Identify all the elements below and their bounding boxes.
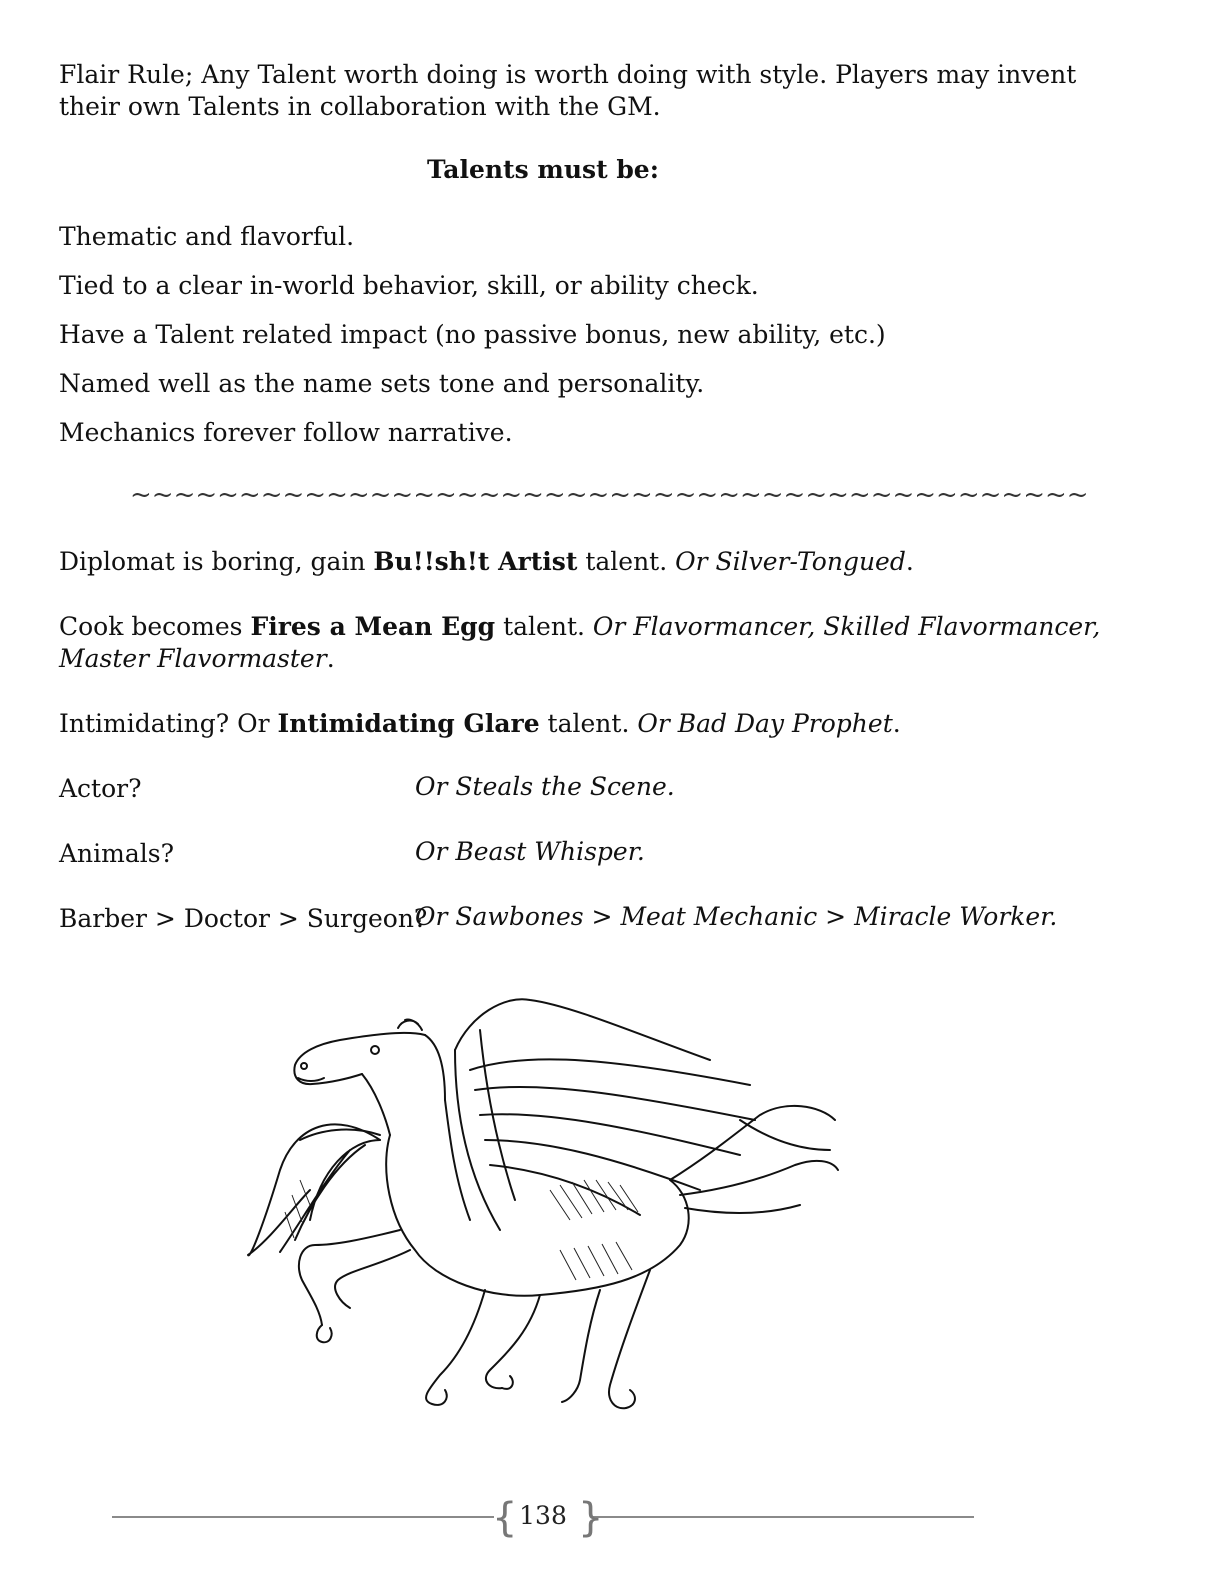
requirement-item: Named well as the name sets tone and personality. <box>59 369 705 398</box>
example-text: talent. <box>495 612 593 641</box>
example-text: talent. <box>539 709 638 738</box>
punctuation: . <box>326 644 335 673</box>
tilde-divider: ~~~~~~~~~~~~~~~~~~~~~~~~~~~~~~~~~~~~~~~~~~~~ <box>130 480 1089 510</box>
row-alt-barber: Or Sawbones > Meat Mechanic > Miracle Worker. <box>415 902 1058 931</box>
row-label-actor: Actor? <box>59 774 142 803</box>
requirement-item: Have a Talent related impact (no passive bonus, new ability, etc.) <box>59 320 886 349</box>
row-label-barber: Barber > Doctor > Surgeon? <box>59 904 428 933</box>
example-text: talent. <box>577 547 676 576</box>
right-brace-icon: } <box>578 1495 604 1541</box>
example-diplomat <box>59 545 914 578</box>
section-heading: Talents must be: <box>427 155 659 184</box>
alternative-name: Master Flavormaster <box>59 644 327 673</box>
talent-name: Bu!!sh!t Artist <box>373 547 578 576</box>
alternative-name: Or Silver-Tongued <box>675 547 906 576</box>
example-text: Diplomat is boring, gain <box>59 547 374 576</box>
row-alt-animals: Or Beast Whisper. <box>415 837 645 866</box>
footer-rule-left <box>112 1516 494 1518</box>
punctuation: . <box>905 547 914 576</box>
page-number: 138 <box>519 1501 567 1530</box>
left-brace-icon: { <box>492 1495 518 1541</box>
alternative-name: Or Flavormancer, Skilled Flavormancer, <box>592 612 1101 641</box>
intro-line-1: Flair Rule; Any Talent worth doing is worth doing with style. Players may invent <box>59 60 1077 89</box>
requirement-item: Mechanics forever follow narrative. <box>59 418 513 447</box>
example-cook <box>59 610 1100 643</box>
talent-name: Intimidating Glare <box>277 709 540 738</box>
example-cook-continued <box>59 642 335 675</box>
example-text: Intimidating? Or <box>59 709 278 738</box>
row-label-animals: Animals? <box>59 839 174 868</box>
requirement-item: Thematic and flavorful. <box>59 222 355 251</box>
alternative-name: Or Bad Day Prophet <box>637 709 893 738</box>
footer-rule-right <box>592 1516 974 1518</box>
punctuation: . <box>892 709 901 738</box>
example-intimidating <box>59 707 901 740</box>
intro-line-2: their own Talents in collaboration with the GM. <box>59 92 661 121</box>
talent-name: Fires a Mean Egg <box>250 612 496 641</box>
pegasus-illustration <box>240 990 840 1450</box>
row-alt-actor: Or Steals the Scene. <box>415 772 675 801</box>
example-text: Cook becomes <box>59 612 251 641</box>
requirement-item: Tied to a clear in-world behavior, skill, or ability check. <box>59 271 759 300</box>
